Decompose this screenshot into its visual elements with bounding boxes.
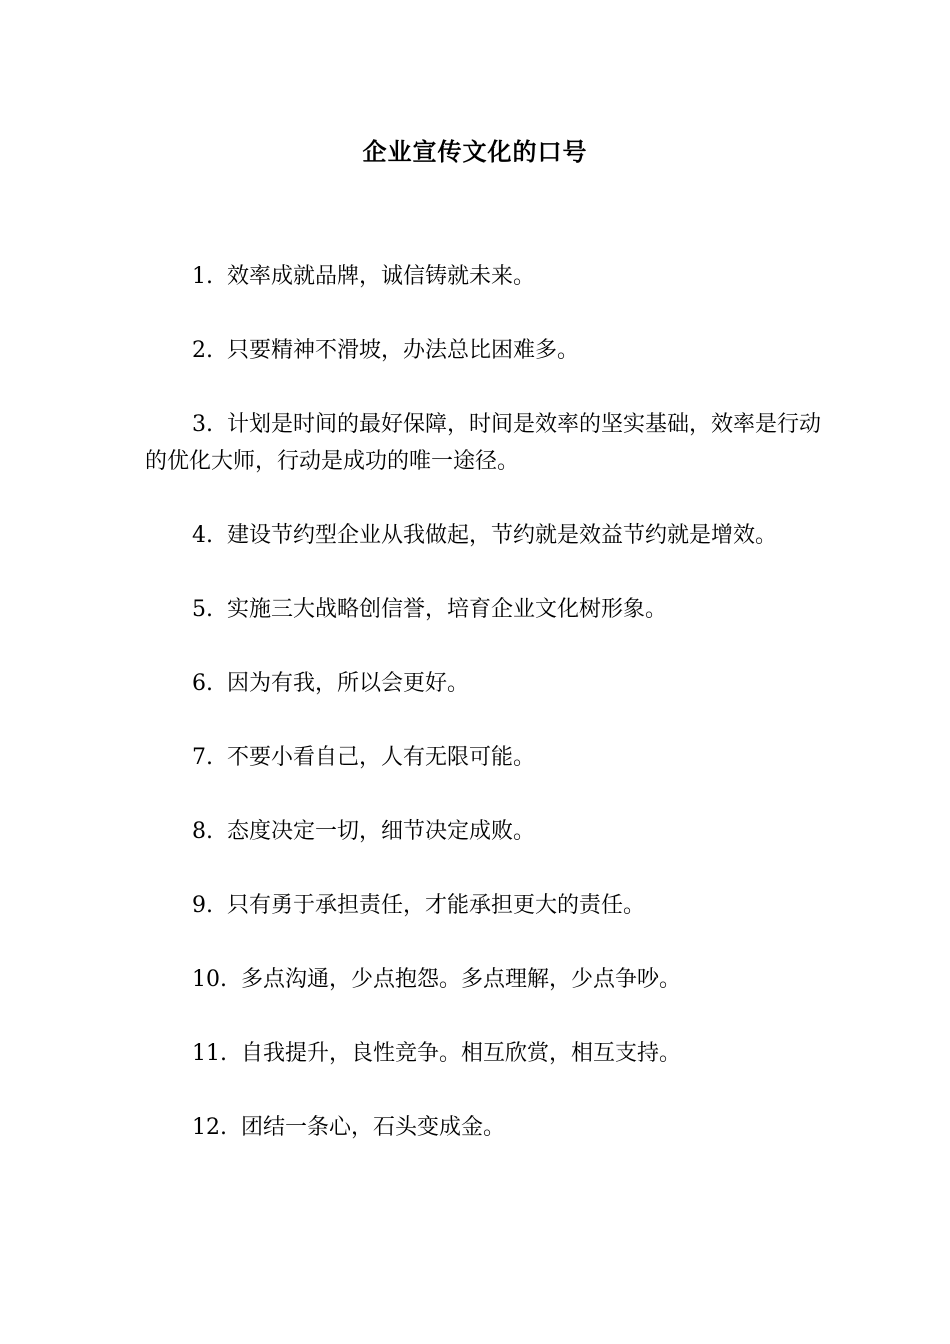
item-text: 团结一条心，石头变成金。 [241,1115,506,1140]
item-number: 4. [192,523,213,548]
list-item [145,1109,825,1146]
list-item [145,739,825,776]
list-item [145,332,825,369]
item-number: 3. [192,412,213,437]
list-item [145,517,825,554]
item-text: 实施三大战略创信誉，培育企业文化树形象。 [227,597,668,622]
list-item [145,813,825,850]
item-text: 自我提升，良性竞争。相互欣赏，相互支持。 [241,1041,682,1066]
item-number: 5. [192,597,213,622]
list-item [145,1035,825,1072]
slogan-list [145,258,825,1183]
list-item [145,406,825,480]
item-text: 因为有我，所以会更好。 [227,671,470,696]
list-item [145,258,825,295]
item-number: 2. [192,338,213,363]
item-number: 8. [192,819,213,844]
list-item [145,887,825,924]
item-number: 6. [192,671,213,696]
list-item [145,961,825,998]
document-title: 企业宣传文化的口号 [362,137,588,166]
item-text: 只要精神不滑坡，办法总比困难多。 [227,338,580,363]
item-number: 11. [192,1041,227,1066]
item-text: 建设节约型企业从我做起，节约就是效益节约就是增效。 [227,523,778,548]
item-text: 多点沟通，少点抱怨。多点理解，少点争吵。 [241,967,682,992]
list-item [145,665,825,702]
item-text: 不要小看自己，人有无限可能。 [227,745,536,770]
item-text: 态度决定一切，细节决定成败。 [227,819,536,844]
item-text: 计划是时间的最好保障，时间是效率的坚实基础，效率是行动的优化大师，行动是成功的唯一途径。 [145,412,822,474]
item-number: 1. [192,264,213,289]
item-number: 9. [192,893,213,918]
item-text: 效率成就品牌，诚信铸就未来。 [227,264,536,289]
item-text: 只有勇于承担责任，才能承担更大的责任。 [227,893,646,918]
item-number: 7. [192,745,213,770]
item-number: 12. [192,1115,227,1140]
list-item [145,591,825,628]
item-number: 10. [192,967,227,992]
